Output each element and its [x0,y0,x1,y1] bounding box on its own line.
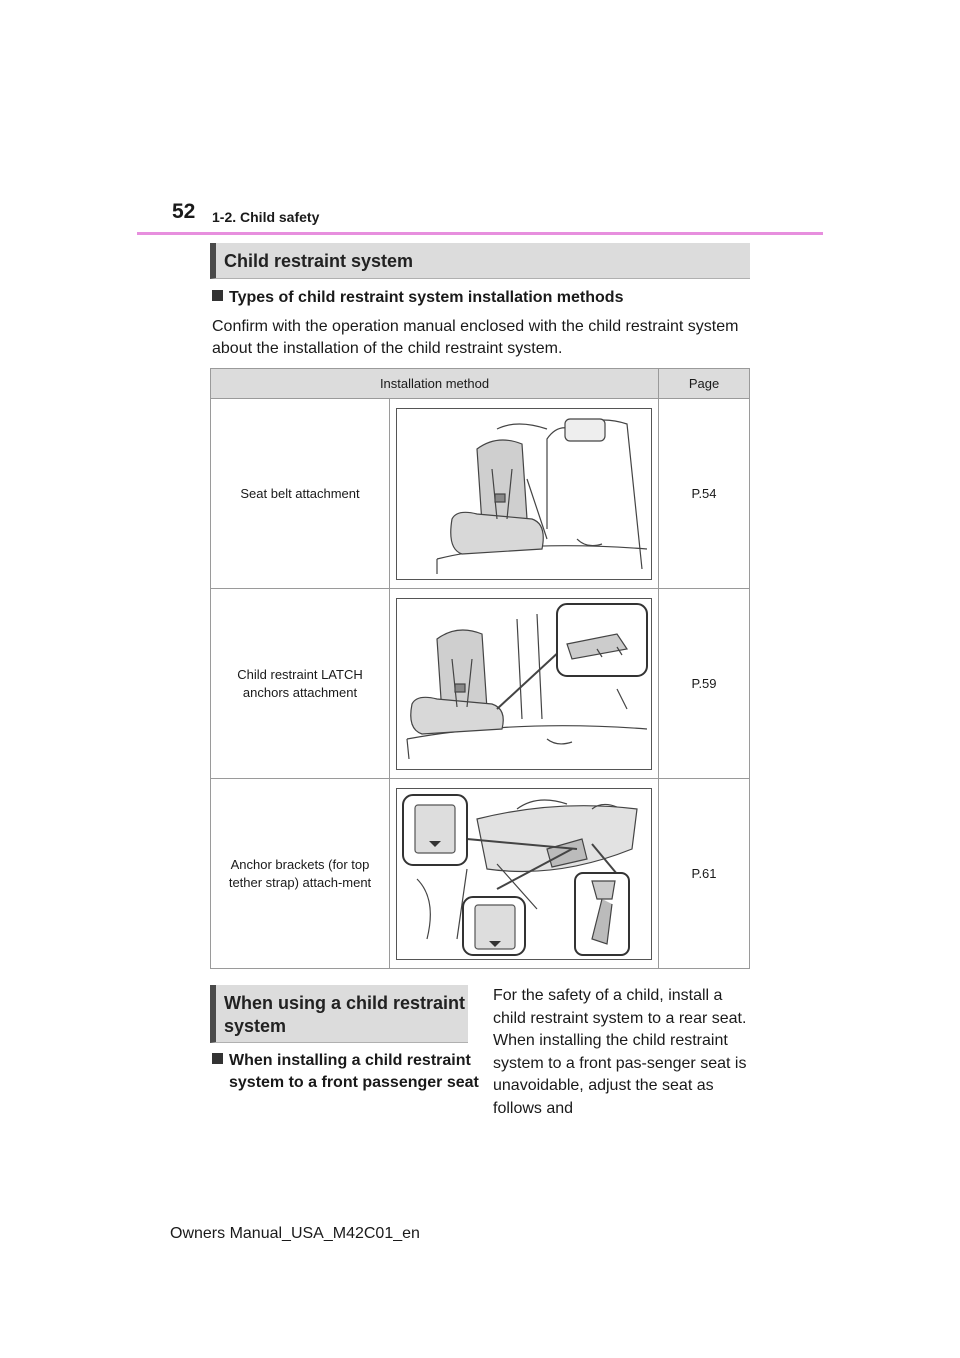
footer-manual-id: Owners Manual_USA_M42C01_en [170,1225,420,1242]
illustration-cell [390,779,659,969]
illustration-cell [390,589,659,779]
page-reference: P.59 [659,589,750,779]
subheading-installation-types: Types of child restraint system installation methods [212,287,623,309]
page-reference: P.54 [659,399,750,589]
subheading-front-passenger-seat: When installing a child restraint system to a front passenger seat [212,1050,489,1094]
square-bullet-icon [212,1053,223,1064]
top-tether-anchor-illustration [396,788,652,960]
method-name: Anchor brackets (for top tether strap) attach-ment [211,779,390,969]
illustration-cell [390,399,659,589]
page-reference: P.61 [659,779,750,969]
column-header-page: Page [659,369,750,399]
table-row [211,779,750,969]
installation-methods-table [210,368,750,969]
header-divider [137,232,823,235]
front-seat-paragraph: For the safety of a child, install a child restraint system to a rear seat. When installing the child restraint system to a front pas-senger seat is unavoidable, adjust the seat as follows and [493,987,747,1117]
heading-child-restraint-system: Child restraint system [210,243,750,279]
method-name: Seat belt attachment [211,399,390,589]
latch-anchors-illustration [396,598,652,770]
table-row [211,399,750,589]
section-title: 1-2. Child safety [212,209,320,225]
method-name: Child restraint LATCH anchors attachment [211,589,390,779]
page-number: 52 [172,200,196,223]
heading-when-using-child-restraint: When using a child restraint system [210,985,468,1043]
square-bullet-icon [212,290,223,301]
column-header-method: Installation method [211,369,659,399]
intro-paragraph: Confirm with the operation manual enclosed with the child restraint system about the installation of the child restraint system. [212,318,739,357]
table-row [211,589,750,779]
seat-belt-attachment-illustration [396,408,652,580]
